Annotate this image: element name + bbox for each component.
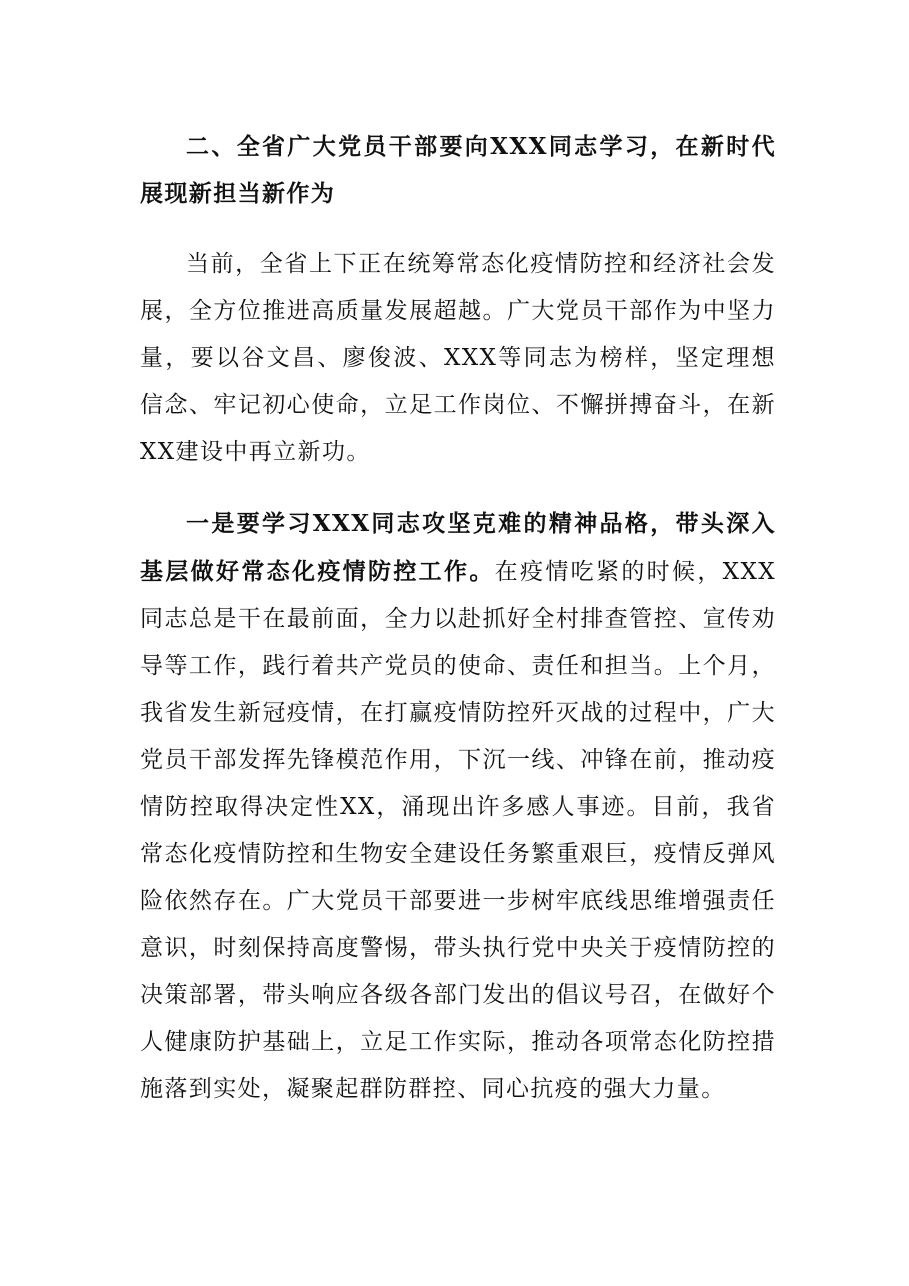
paragraph-1: 当前，全省上下正在统筹常态化疫情防控和经济社会发展，全方位推进高质量发展超越。广大党员干部作为中坚力量，要以谷文昌、廖俊波、XXX等同志为榜样，坚定理想信念、牢记初心使命，立足工作岗位、不懈拼搏奋斗，在新XX建设中再立新功。 [140, 251, 776, 465]
paragraph-2-lead: 一是要学习XXX同志攻坚克难的精神品格，带头深入基层做好常态化疫情防控工作。 [140, 510, 776, 585]
paragraph-gap [140, 476, 776, 500]
paragraph-2-body: 在疫情吃紧的时候，XXX同志总是干在最前面，全力以赴抓好全村排查管控、宣传劝导等工作，践行着共产党员的使命、责任和担当。上个月，我省发生新冠疫情，在打赢疫情防控歼灭战的过程中，广大党员干部发挥先锋模范作用，下沉一线、冲锋在前，推动疫情防控取得决定性XX，涌现出许多感人事迹。目前，我省常态化疫情防控和生物安全建设任务繁重艰巨，疫情反弹风险依然存在。广大党员干部要进一步树牢底线思维增强责任意识，时刻保持高度警惕，带头执行党中央关于疫情防控的决策部署，带头响应各级各部门发出的倡议号召，在做好个人健康防护基础上，立足工作实际，推动各项常态化防控措施落到实处，凝聚起群防群控、同心抗疫的强大力量。 [140, 559, 776, 1102]
document-body [140, 123, 776, 1113]
paragraph-gap [140, 217, 776, 241]
section-heading: 二、全省广大党员干部要向XXX同志学习，在新时代展现新担当新作为 [140, 133, 776, 207]
paragraph-2 [140, 500, 776, 1113]
